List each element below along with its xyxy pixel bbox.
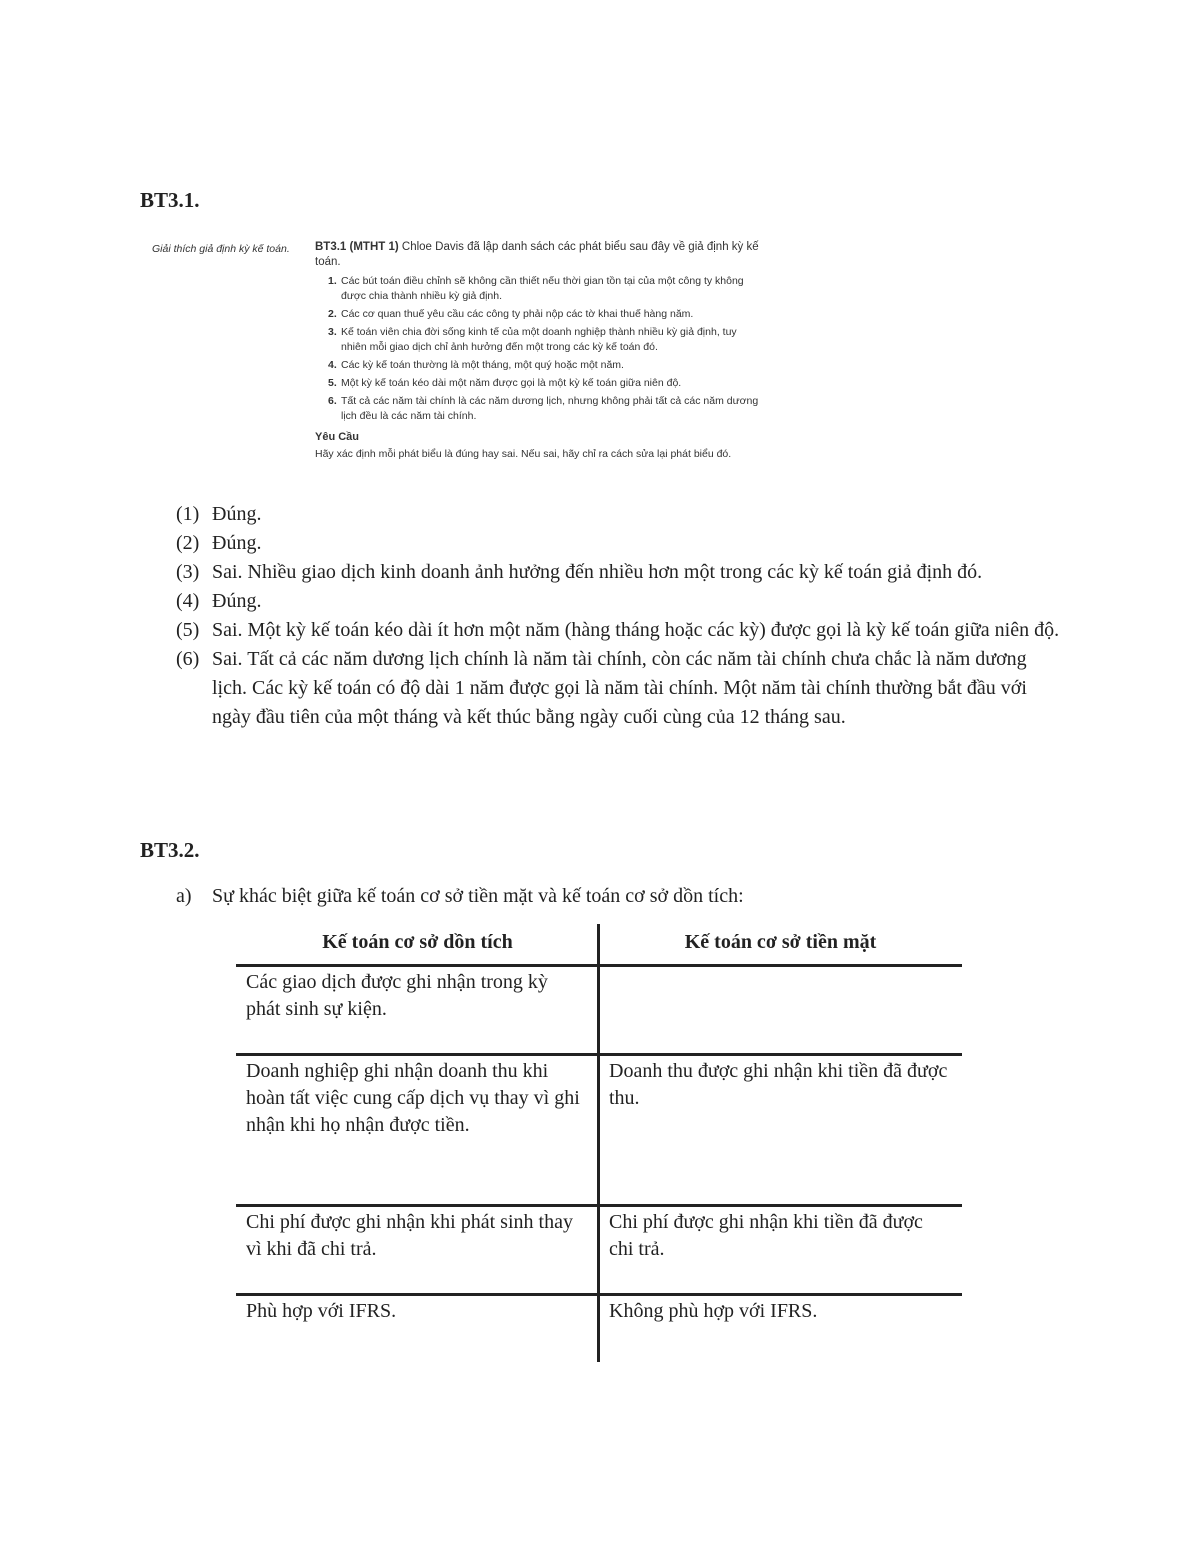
header-accrual: Kế toán cơ sở dồn tích bbox=[322, 931, 513, 953]
comparison-table bbox=[236, 924, 962, 1372]
table-cell: Các giao dịch được ghi nhận trong kỳ phát sinh sự kiện. bbox=[246, 971, 548, 1020]
list-item: (2) Đúng. bbox=[176, 532, 262, 554]
list-item: 5. Một kỳ kế toán kéo dài một năm được gọi là một kỳ kế toán giữa niên độ. bbox=[328, 377, 682, 389]
sub-question-label: a) bbox=[176, 885, 192, 907]
section-heading-bt3-2: BT3.2. bbox=[140, 838, 200, 862]
excerpt-side-note: Giải thích giả định kỳ kế toán. bbox=[152, 243, 290, 255]
answer-list bbox=[176, 500, 1066, 732]
table-cell: Phù hợp với IFRS. bbox=[246, 1300, 397, 1322]
list-item: (5) Sai. Một kỳ kế toán kéo dài ít hơn một năm (hàng tháng hoặc các kỳ) được gọi là kỳ kế toán giữa niên độ. bbox=[176, 619, 1060, 641]
sub-question-a bbox=[176, 882, 744, 911]
excerpt-main bbox=[315, 240, 765, 462]
list-item: 6. Tất cả các năm tài chính là các năm dương lịch, nhưng không phải tất cả các năm dương lịch đều là các năm tài chính. bbox=[328, 395, 759, 422]
excerpt-statement-list bbox=[315, 274, 765, 424]
list-item: (3) Sai. Nhiều giao dịch kinh doanh ảnh hưởng đến nhiều hơn một trong các kỳ kế toán giả định đó. bbox=[176, 561, 983, 583]
list-item: (1) Đúng. bbox=[176, 503, 262, 525]
table-cell: Chi phí được ghi nhận khi phát sinh thay vì khi đã chi trả. bbox=[246, 1211, 573, 1260]
table-cell: Không phù hợp với IFRS. bbox=[609, 1300, 818, 1322]
table-cell bbox=[599, 967, 962, 1053]
list-item: 2. Các cơ quan thuế yêu cầu các công ty phải nộp các tờ khai thuế hàng năm. bbox=[328, 308, 694, 320]
table-cell: Doanh thu được ghi nhận khi tiền đã được thu. bbox=[609, 1060, 948, 1109]
excerpt-title bbox=[315, 240, 765, 270]
table-cell: Chi phí được ghi nhận khi tiền đã được chi trả. bbox=[609, 1211, 923, 1260]
list-item: 1. Các bút toán điều chỉnh sẽ không cần thiết nếu thời gian tồn tại của một công ty không được chia thành nhiều kỳ giả định. bbox=[328, 275, 744, 302]
list-item: 4. Các kỳ kế toán thường là một tháng, một quý hoặc một năm. bbox=[328, 359, 624, 371]
excerpt-requirement-heading: Yêu Cầu bbox=[315, 431, 360, 443]
sub-question-text: Sự khác biệt giữa kế toán cơ sở tiền mặt và kế toán cơ sở dồn tích: bbox=[212, 885, 744, 907]
column-divider bbox=[597, 924, 600, 1362]
excerpt-title-text: Chloe Davis đã lập danh sách các phát biểu sau đây về giả định kỳ kế toán. bbox=[315, 241, 759, 268]
table-cell: Doanh nghiệp ghi nhận doanh thu khi hoàn tất việc cung cấp dịch vụ thay vì ghi nhận khi họ nhận được tiền. bbox=[246, 1060, 580, 1136]
list-item: (4) Đúng. bbox=[176, 590, 262, 612]
excerpt-requirement-text: Hãy xác định mỗi phát biểu là đúng hay sai. Nếu sai, hãy chỉ ra cách sửa lại phát biểu đó. bbox=[315, 448, 732, 460]
excerpt-title-code: BT3.1 (MTHT 1) bbox=[315, 241, 399, 253]
textbook-excerpt-image bbox=[152, 240, 772, 480]
header-cash: Kế toán cơ sở tiền mặt bbox=[684, 931, 877, 953]
section-heading-bt3-1: BT3.1. bbox=[140, 188, 200, 212]
list-item: (6) Sai. Tất cả các năm dương lịch chính là năm tài chính, còn các năm tài chính chưa chắc là năm dương lịch. Các kỳ kế toán có độ dài 1 năm được gọi là năm tài chính. Một năm tài chính thường bắt đầu với ngày đầu tiên của một tháng và kết thúc bằng ngày cuối cùng của 12 tháng sau. bbox=[176, 648, 1027, 728]
list-item: 3. Kế toán viên chia đời sống kinh tế của một doanh nghiệp thành nhiều kỳ giả định, tuy nhiên mỗi giao dịch chỉ ảnh hưởng đến một trong các kỳ kế toán đó. bbox=[328, 326, 737, 353]
